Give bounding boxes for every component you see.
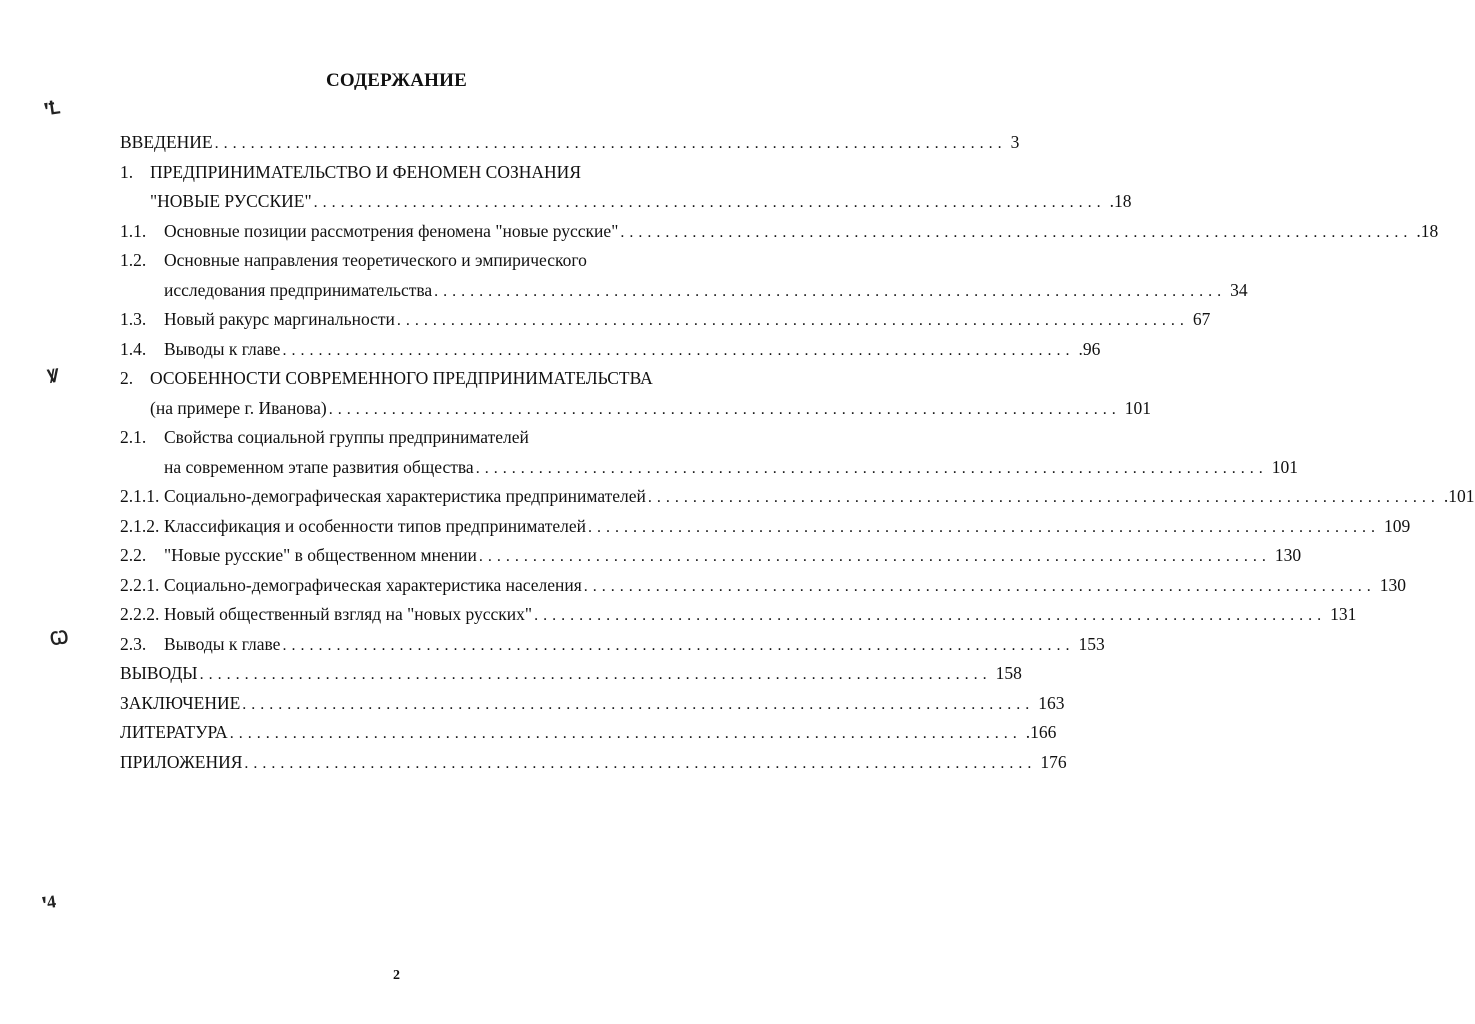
toc-leader: ........................................................................................ (229, 725, 1022, 742)
toc-entry[interactable] (120, 427, 529, 448)
toc-entry-text: Классификация и особенности типов предпринимателей (164, 516, 586, 536)
toc-entry-text: Основные направления теоретического и эмпирического (164, 250, 587, 270)
toc-entry[interactable] (120, 722, 1057, 746)
toc-entry-number: 1.3. (120, 309, 147, 329)
toc-entry[interactable] (120, 545, 1302, 569)
toc-entry-number: 1.2. (120, 250, 147, 270)
toc-entry-text: исследования предпринимательства (164, 280, 433, 300)
toc-entry[interactable] (120, 309, 1211, 333)
toc-leader: ........................................................................................ (478, 548, 1271, 565)
toc-leader: ........................................................................................ (242, 696, 1035, 713)
toc-entry[interactable] (120, 693, 1065, 717)
toc-entry-number: 2.2.2. (120, 604, 160, 624)
toc-entry-number: 2.2.1. (120, 575, 160, 595)
toc-entry-text: ЗАКЛЮЧЕНИЕ (120, 693, 241, 713)
toc-entry-text: ОСОБЕННОСТИ СОВРЕМЕННОГО ПРЕДПРИНИМАТЕЛЬСТВА (150, 368, 653, 388)
toc-page-number: 158 (995, 663, 1022, 683)
margin-mark-icon: Ꝟ (46, 365, 61, 387)
toc-leader: ........................................................................................ (647, 489, 1440, 506)
toc-entry-text: Основные позиции рассмотрения феномена "новые русские" (164, 221, 619, 241)
toc-entry[interactable] (120, 368, 653, 389)
toc-page-number: 130 (1274, 545, 1302, 565)
toc-page-number: 101 (1124, 398, 1151, 418)
toc-leader: ........................................................................................ (282, 637, 1075, 654)
toc-entry-text: Свойства социальной группы предпринимателей (164, 427, 529, 447)
toc-entry[interactable] (120, 663, 1022, 687)
toc-entry-text: (на примере г. Иванова) (150, 398, 327, 418)
toc-entry[interactable] (150, 398, 1151, 422)
toc-entry[interactable] (120, 162, 581, 183)
toc-entry-number: 1.1. (120, 221, 147, 241)
toc-entry-number: 2.1.2. (120, 516, 160, 536)
margin-mark-icon: ꞌ4 (40, 891, 58, 913)
toc-page-number: 67 (1192, 309, 1211, 329)
toc-entry[interactable] (120, 516, 1411, 540)
toc-entry-text: Выводы к главе (164, 634, 281, 654)
toc-entry[interactable] (120, 339, 1101, 363)
toc-entry[interactable] (120, 604, 1357, 628)
toc-entry-number: 2.2. (120, 545, 147, 565)
toc-entry-text: ВВЕДЕНИЕ (120, 132, 213, 152)
toc-entry[interactable] (120, 486, 1475, 510)
toc-page-number: 101 (1271, 457, 1298, 477)
toc-entry[interactable] (164, 280, 1248, 304)
toc-page-number: .18 (1416, 221, 1439, 241)
toc-entry[interactable] (120, 634, 1105, 658)
toc-page-number: 3 (1010, 132, 1020, 152)
toc-page-number: .101 (1443, 486, 1475, 506)
toc-entry[interactable] (120, 221, 1439, 245)
toc-entry-number: 1. (120, 162, 134, 182)
toc-leader: ........................................................................................ (199, 666, 992, 683)
toc-entry[interactable] (120, 575, 1407, 599)
page-number: 2 (393, 968, 400, 983)
toc-page-number: 153 (1078, 634, 1105, 654)
toc-entry[interactable] (120, 250, 587, 271)
toc-entry-number: 2.1.1. (120, 486, 160, 506)
toc-page-number: 109 (1383, 516, 1411, 536)
toc-entry-text: "НОВЫЕ РУССКИЕ" (150, 191, 312, 211)
toc-entry-number: 1.4. (120, 339, 147, 359)
toc-leader: ........................................................................................ (313, 194, 1106, 211)
toc-leader: ........................................................................................ (434, 283, 1227, 300)
toc-leader: ........................................................................................ (587, 519, 1380, 536)
toc-page-number: 131 (1330, 604, 1357, 624)
toc-entry[interactable] (120, 132, 1020, 156)
toc-page-number: 176 (1040, 752, 1067, 772)
toc-entry[interactable] (150, 191, 1132, 215)
toc-entry-text: ВЫВОДЫ (120, 663, 198, 683)
toc-leader: ........................................................................................ (328, 401, 1121, 418)
toc-entry-text: Социально-демографическая характеристика предпринимателей (164, 486, 646, 506)
toc-entry-text: Выводы к главе (164, 339, 281, 359)
toc-entry-number: 2.3. (120, 634, 147, 654)
toc-entry[interactable] (164, 457, 1298, 481)
margin-mark-icon: ꞌꝈ (42, 97, 61, 119)
toc-leader: ........................................................................................ (475, 460, 1268, 477)
toc-entry-text: Новый ракурс маргинальности (164, 309, 395, 329)
toc-page-number: 130 (1379, 575, 1407, 595)
toc-leader: ........................................................................................ (583, 578, 1376, 595)
toc-entry-text: ЛИТЕРАТУРА (120, 722, 228, 742)
page-title: СОДЕРЖАНИЕ (326, 70, 467, 91)
toc-leader: ........................................................................................ (244, 755, 1037, 772)
toc-entry-text: "Новые русские" в общественном мнении (164, 545, 477, 565)
toc-entry-text: на современном этапе развития общества (164, 457, 474, 477)
toc-entry-number: 2. (120, 368, 134, 388)
toc-page-number: 34 (1230, 280, 1248, 300)
toc-page-number: .166 (1025, 722, 1057, 742)
toc-entry-text: ПРЕДПРИНИМАТЕЛЬСТВО И ФЕНОМЕН СОЗНАНИЯ (150, 162, 581, 182)
toc-entry[interactable] (120, 752, 1067, 776)
toc-page-number: 163 (1038, 693, 1065, 713)
toc-entry-number: 2.1. (120, 427, 147, 447)
toc-leader: ........................................................................................ (534, 607, 1327, 624)
toc-leader: ........................................................................................ (620, 224, 1413, 241)
toc-page-number: .96 (1078, 339, 1101, 359)
toc-leader: ........................................................................................ (214, 135, 1007, 152)
toc-entry-text: Новый общественный взгляд на "новых русских" (164, 604, 533, 624)
toc-leader: ........................................................................................ (282, 342, 1075, 359)
toc-entry-text: ПРИЛОЖЕНИЯ (120, 752, 243, 772)
toc-leader: ........................................................................................ (396, 312, 1189, 329)
toc-page-number: .18 (1109, 191, 1132, 211)
toc-entry-text: Социально-демографическая характеристика населения (164, 575, 582, 595)
margin-mark-icon: Ꞷ (48, 626, 70, 650)
